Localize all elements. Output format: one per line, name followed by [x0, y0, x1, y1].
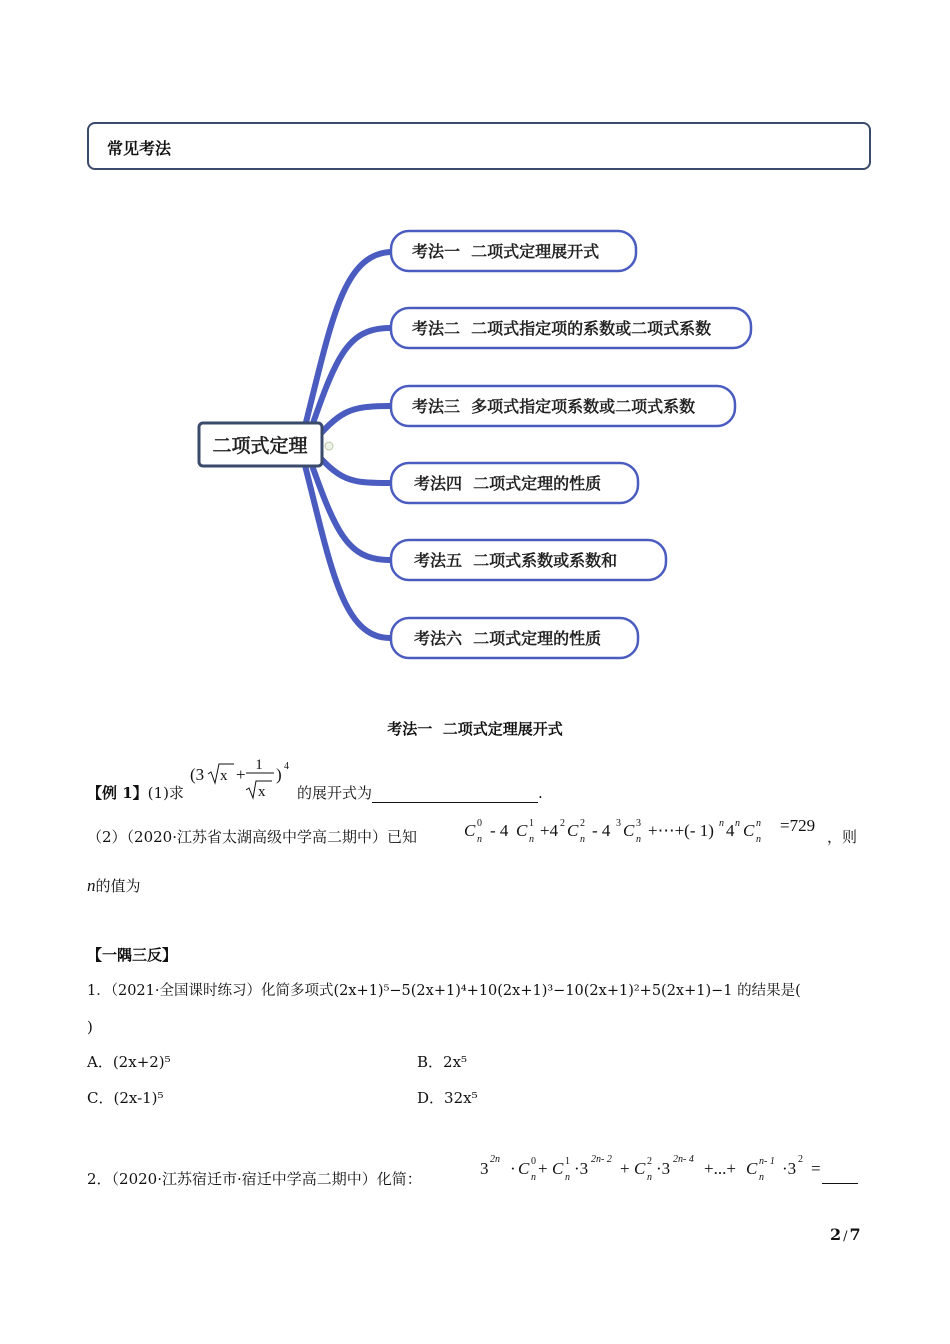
example-1-label-row [87, 784, 184, 802]
page-current: 2 [830, 1225, 842, 1244]
example-1-part2-prefix: （2）（2020·江苏省太湖高级中学高二期中）已知 [87, 828, 417, 846]
svg-text:+...+: +...+ [704, 1159, 736, 1178]
svg-text:): ) [276, 765, 282, 784]
example-1-part1-suffix: 的展开式为 [297, 784, 373, 802]
branch-label-2: 考法二 二项式指定项的系数或二项式系数 [412, 319, 712, 338]
svg-text:2: 2 [580, 818, 585, 829]
mind-map-root-label: 二项式定理 [212, 435, 308, 457]
svg-text:n: n [756, 818, 761, 829]
svg-text:n: n [477, 834, 482, 845]
variable-n-symbol: n [87, 876, 96, 895]
collapse-dot-icon [325, 442, 333, 450]
example-1-part1-end: . [538, 784, 543, 802]
section-title: 常见考法 [107, 139, 172, 158]
svg-text:+⋯+(- 1): +⋯+(- 1) [648, 821, 714, 840]
example-1-part2-suffix: ，则 [827, 828, 858, 846]
branch-label-1: 考法一 二项式定理展开式 [412, 242, 600, 261]
svg-text:3: 3 [616, 818, 621, 829]
svg-text:1: 1 [255, 757, 263, 773]
svg-text:2: 2 [798, 1154, 803, 1165]
svg-text:0: 0 [477, 818, 482, 829]
svg-text:C: C [623, 821, 635, 840]
svg-text:=: = [811, 1159, 821, 1178]
option-c[interactable]: C．(2x-1)⁵ [87, 1089, 164, 1107]
svg-text:x: x [258, 784, 266, 800]
page-total: 7 [849, 1225, 861, 1244]
branch-label-6: 考法六 二项式定理的性质 [414, 629, 602, 648]
svg-text:·3: ·3 [574, 1159, 589, 1178]
answer-blank-1[interactable] [372, 784, 538, 803]
answer-blank-2[interactable] [822, 1183, 858, 1184]
svg-text:3: 3 [480, 1159, 489, 1178]
svg-text:·3: ·3 [782, 1159, 797, 1178]
svg-text:(3: (3 [190, 765, 205, 784]
svg-text:C: C [516, 821, 528, 840]
svg-text:1: 1 [529, 818, 534, 829]
svg-text:0: 0 [531, 1156, 536, 1167]
svg-text:n- 1: n- 1 [759, 1156, 775, 1167]
svg-text:C: C [518, 1159, 530, 1178]
svg-text:·3: ·3 [656, 1159, 671, 1178]
branch-label-3: 考法三 多项式指定项系数或二项式系数 [412, 397, 696, 416]
svg-text:C: C [746, 1159, 758, 1178]
question-1-close: ) [87, 1018, 93, 1036]
svg-text:n: n [636, 834, 641, 845]
svg-text:n: n [759, 1172, 764, 1183]
example-1-part2-line2-text: 的值为 [95, 877, 141, 895]
option-b[interactable]: B．2x⁵ [417, 1053, 468, 1071]
variation-label: 【一隅三反】 [87, 946, 178, 964]
section-heading-method-1: 考法一 二项式定理展开式 [387, 720, 563, 738]
svg-text:C: C [634, 1159, 646, 1178]
svg-text:2n- 4: 2n- 4 [673, 1154, 694, 1165]
combination-sum-formula [464, 812, 794, 848]
option-d[interactable]: D．32x⁵ [417, 1089, 478, 1107]
svg-text:2: 2 [560, 818, 565, 829]
svg-text:n: n [580, 834, 585, 845]
svg-text:2n: 2n [490, 1154, 500, 1165]
example-1-part1-prefix: (1)求 [147, 784, 184, 802]
svg-text:n: n [529, 834, 534, 845]
svg-text:4: 4 [284, 761, 289, 772]
svg-text:- 4: - 4 [490, 821, 509, 840]
example-1-part2-eq: =729 [780, 816, 816, 835]
svg-text:n: n [647, 1172, 652, 1183]
svg-text:C: C [567, 821, 579, 840]
branch-label-5: 考法五 二项式系数或系数和 [414, 551, 618, 570]
section-header-box [87, 122, 871, 170]
svg-text:C: C [743, 821, 755, 840]
svg-text:4: 4 [726, 821, 735, 840]
mind-map [0, 210, 950, 680]
svg-text:n: n [756, 834, 761, 845]
svg-text:C: C [552, 1159, 564, 1178]
svg-text:C: C [464, 821, 476, 840]
svg-text:n: n [565, 1172, 570, 1183]
svg-text:1: 1 [565, 1156, 570, 1167]
svg-text:2: 2 [647, 1156, 652, 1167]
question-2-text: 2．（2020·江苏宿迁市·宿迁中学高二期中）化简： [87, 1170, 422, 1188]
svg-text:n: n [719, 818, 724, 829]
branch-label-4: 考法四 二项式定理的性质 [414, 474, 602, 493]
example-1-part2-line2 [87, 876, 141, 896]
svg-text:+4: +4 [540, 821, 559, 840]
example-label: 【例 1】 [87, 784, 148, 802]
svg-text:·: · [510, 1159, 516, 1178]
example-1-part1-tail [297, 784, 543, 803]
svg-text:2n- 2: 2n- 2 [591, 1154, 612, 1165]
svg-text:+: + [538, 1159, 548, 1178]
binomial-expression-formula [188, 752, 296, 802]
svg-text:n: n [735, 818, 740, 829]
question-1-text: 1．（2021·全国课时练习）化简多项式(2x+1)⁵−5(2x+1)⁴+10(2x+1)³−10(2x+1)²+5(2x+1)−1 的结果是( [87, 983, 801, 999]
svg-text:+: + [620, 1159, 630, 1178]
svg-text:x: x [220, 768, 228, 784]
page-number [830, 1225, 861, 1244]
svg-text:3: 3 [636, 818, 641, 829]
question-2-formula [480, 1150, 825, 1190]
page-sep: / [843, 1229, 848, 1244]
option-a[interactable]: A．(2x+2)⁵ [87, 1053, 171, 1071]
svg-text:n: n [531, 1172, 536, 1183]
svg-text:- 4: - 4 [592, 821, 611, 840]
svg-text:+: + [236, 765, 246, 784]
